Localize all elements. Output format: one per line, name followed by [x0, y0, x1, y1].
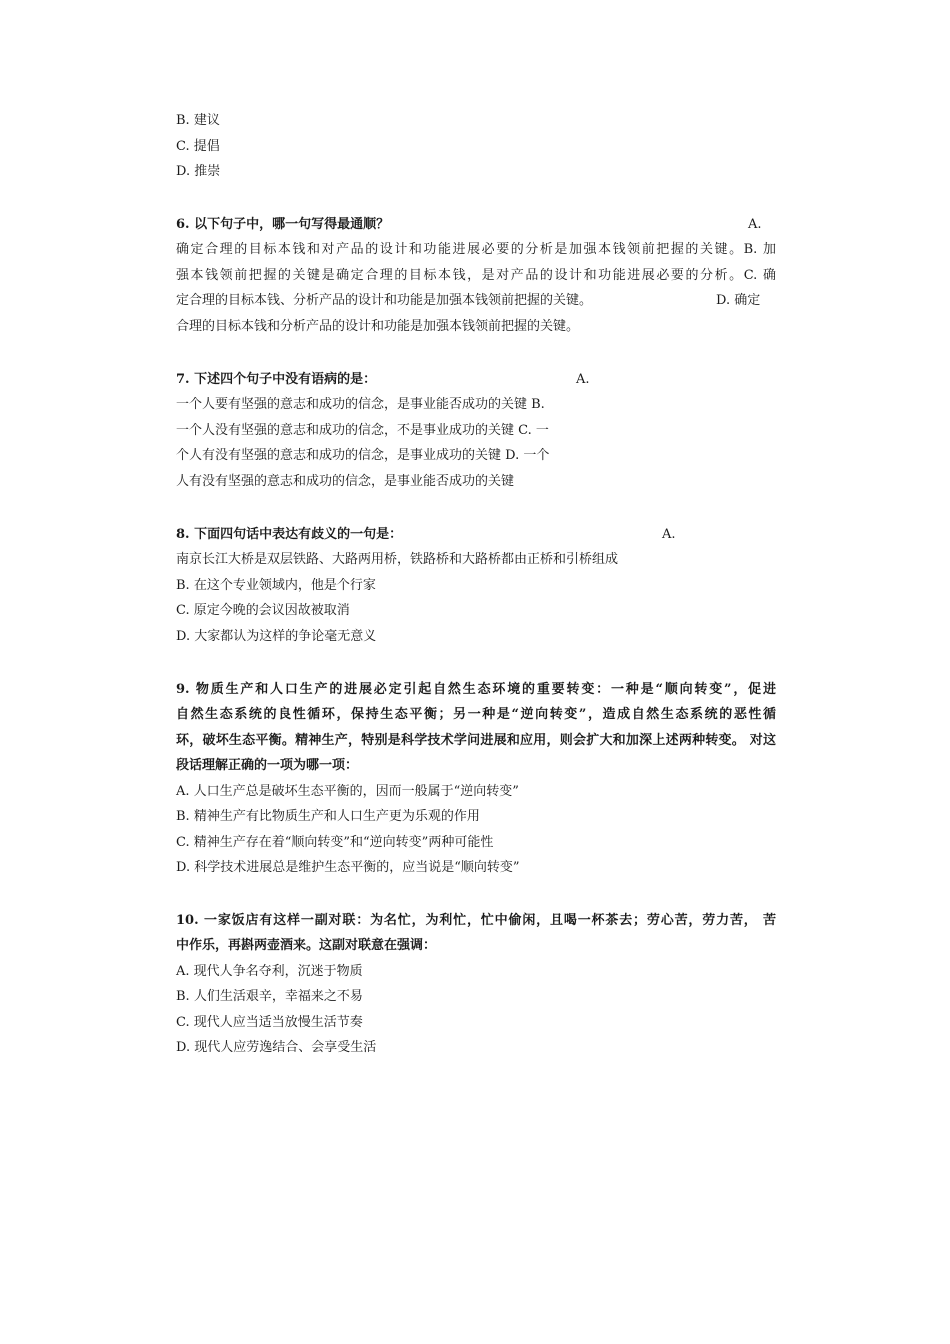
question-6-option-a-start: A. — [748, 217, 762, 232]
question-7-line-4: 人有没有坚强的意志和成功的信念，是事业能否成功的关键 — [176, 474, 515, 489]
question-9-option-c: C. 精神生产存在着“顺向转变”和“逆向转变”两种可能性 — [176, 835, 494, 850]
question-6-line-1: 确定合理的目标本钱和对产品的设计和功能进展必要的分析是加强本钱领前把握的关键。B. 加 — [176, 242, 776, 257]
question-9-line-1: 9. 物质生产和人口生产的进展必定引起自然生态环境的重要转变：一种是“顺向转变”，促进 — [176, 682, 776, 697]
question-7-text: 7. 下述四个句子中没有语病的是： — [176, 372, 377, 387]
option-c: C. 提倡 — [176, 139, 220, 154]
question-6-line-3 — [176, 292, 776, 310]
question-6-text: 6. 以下句子中，哪一句写得最通顺？ — [176, 217, 390, 232]
question-8-option-d: D. 大家都认为这样的争论毫无意义 — [176, 629, 377, 644]
question-10-option-d: D. 现代人应劳逸结合、会享受生活 — [176, 1040, 377, 1055]
question-8-option-a-start: A. — [662, 527, 676, 542]
question-7-option-a-start: A. — [576, 372, 590, 387]
question-10-option-a: A. 现代人争名夺利，沉迷于物质 — [176, 964, 363, 979]
question-6-line-3-text: 定合理的目标本钱、分析产品的设计和功能是加强本钱领前把握的关键。 — [176, 293, 593, 308]
question-9-line-2: 自然生态系统的良性循环，保持生态平衡；另一种是“逆向转变”，造成自然生态系统的恶性循 — [176, 707, 776, 722]
question-9-line-3: 环，破坏生态平衡。精神生产，特别是科学技术学问进展和应用，则会扩大和加深上述两种转变。 对这 — [176, 733, 776, 748]
question-6 — [176, 216, 776, 234]
option-b: B. 建议 — [176, 113, 220, 128]
question-9-option-a: A. 人口生产总是破坏生态平衡的，因而一般属于“逆向转变” — [176, 784, 519, 799]
question-8 — [176, 526, 776, 544]
question-8-option-c: C. 原定今晚的会议因故被取消 — [176, 603, 350, 618]
question-8-option-a: 南京长江大桥是双层铁路、大路两用桥，铁路桥和大路桥都由正桥和引桥组成 — [176, 552, 619, 567]
question-10-line-2: 中作乐，再斟两壶酒来。这副对联意在强调： — [176, 938, 437, 953]
question-7 — [176, 371, 776, 389]
question-10-line-1: 10. 一家饭店有这样一副对联：为名忙，为利忙，忙中偷闲，且喝一杯茶去；劳心苦，劳力苦， 苦 — [176, 913, 776, 928]
question-6-line-2: 强本钱领前把握的关键是确定合理的目标本钱，是对产品的设计和功能进展必要的分析。C. 确 — [176, 268, 776, 283]
question-10-option-c: C. 现代人应当适当放慢生活节奏 — [176, 1015, 363, 1030]
question-7-line-2: 一个人没有坚强的意志和成功的信念，不是事业成功的关键 C. 一 — [176, 423, 549, 438]
question-7-line-3: 个人有没有坚强的意志和成功的信念，是事业成功的关键 D. 一个 — [176, 448, 550, 463]
question-8-option-b: B. 在这个专业领域内，他是个行家 — [176, 578, 376, 593]
question-6-line-3-tail: D. 确定 — [716, 293, 761, 308]
question-7-line-1: 一个人要有坚强的意志和成功的信念，是事业能否成功的关键 B. — [176, 397, 545, 412]
option-d: D. 推崇 — [176, 164, 221, 179]
question-9-line-4: 段话理解正确的一项为哪一项： — [176, 758, 359, 773]
question-9-option-d: D. 科学技术进展总是维护生态平衡的，应当说是“顺向转变” — [176, 860, 520, 875]
question-9-option-b: B. 精神生产有比物质生产和人口生产更为乐观的作用 — [176, 809, 480, 824]
question-6-line-4: 合理的目标本钱和分析产品的设计和功能是加强本钱领前把握的关键。 — [176, 319, 580, 334]
question-8-text: 8. 下面四句话中表达有歧义的一句是： — [176, 527, 403, 542]
question-10-option-b: B. 人们生活艰辛，幸福来之不易 — [176, 989, 363, 1004]
